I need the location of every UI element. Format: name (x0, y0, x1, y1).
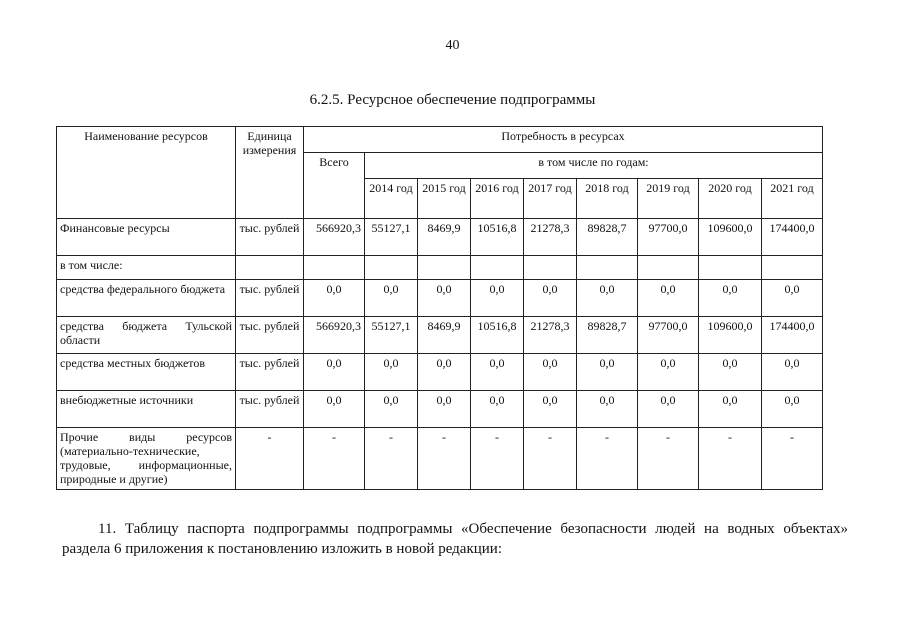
row-value: 0,0 (418, 391, 471, 428)
row-value: 0,0 (699, 391, 762, 428)
row-value: 0,0 (471, 354, 524, 391)
row-value-total: 0,0 (304, 354, 365, 391)
row-value-total: - (304, 428, 365, 490)
row-value: - (524, 428, 577, 490)
row-value-total: 0,0 (304, 280, 365, 317)
row-value: 0,0 (524, 354, 577, 391)
row-value (699, 256, 762, 280)
row-name: средства местных бюджетов (57, 354, 236, 391)
page-number: 40 (445, 38, 460, 53)
row-value: 0,0 (418, 280, 471, 317)
table-row (57, 317, 823, 354)
row-value: 97700,0 (638, 317, 699, 354)
row-value: 0,0 (524, 391, 577, 428)
row-unit: тыс. рублей (236, 354, 304, 391)
row-value: 0,0 (638, 280, 699, 317)
row-value-total (304, 256, 365, 280)
row-name: в том числе: (57, 256, 236, 280)
row-value: 89828,7 (577, 317, 638, 354)
row-value: 0,0 (418, 354, 471, 391)
resources-table (56, 126, 823, 490)
row-value: 55127,1 (365, 317, 418, 354)
header-unit: Единица измерения (236, 127, 304, 219)
table-row (57, 219, 823, 256)
row-value-total: 0,0 (304, 391, 365, 428)
header-year: 2014 год (365, 179, 418, 219)
row-value: - (762, 428, 823, 490)
table-row (57, 428, 823, 490)
row-value (762, 256, 823, 280)
table-row (57, 280, 823, 317)
header-year: 2021 год (762, 179, 823, 219)
row-value: 97700,0 (638, 219, 699, 256)
row-value: 0,0 (365, 280, 418, 317)
section-title: 6.2.5. Ресурсное обеспечение подпрограммы (309, 92, 596, 108)
row-value: - (471, 428, 524, 490)
row-value: 0,0 (365, 354, 418, 391)
row-value: 174400,0 (762, 219, 823, 256)
row-value (577, 256, 638, 280)
row-value: 0,0 (471, 391, 524, 428)
header-resources: Наименование ресурсов (57, 127, 236, 219)
header-total: Всего (304, 153, 365, 219)
row-value: 0,0 (365, 391, 418, 428)
row-name: Прочие виды ресурсов (материально-технические, трудовые, информационные, природные и другие) (57, 428, 236, 490)
table-row (57, 354, 823, 391)
row-unit (236, 256, 304, 280)
row-value: 174400,0 (762, 317, 823, 354)
row-value: 8469,9 (418, 317, 471, 354)
row-value: 10516,8 (471, 219, 524, 256)
row-value (418, 256, 471, 280)
row-name: средства бюджета Тульской области (57, 317, 236, 354)
row-value: 0,0 (699, 280, 762, 317)
row-value: 0,0 (638, 391, 699, 428)
header-year: 2015 год (418, 179, 471, 219)
header-year: 2020 год (699, 179, 762, 219)
row-value (524, 256, 577, 280)
row-value: 0,0 (577, 391, 638, 428)
body-paragraph: 11. Таблицу паспорта подпрограммы подпрограммы «Обеспечение безопасности людей на водных объектах» раздела 6 приложения к постановлению изложить в новой редакции: (62, 521, 848, 557)
row-value: 109600,0 (699, 317, 762, 354)
row-unit: тыс. рублей (236, 317, 304, 354)
header-year: 2018 год (577, 179, 638, 219)
row-value-total: 566920,3 (304, 317, 365, 354)
row-value: 0,0 (699, 354, 762, 391)
row-value: 0,0 (524, 280, 577, 317)
row-value: 0,0 (762, 280, 823, 317)
row-value: 8469,9 (418, 219, 471, 256)
row-name: внебюджетные источники (57, 391, 236, 428)
header-need: Потребность в ресурсах (304, 127, 823, 153)
row-unit: тыс. рублей (236, 391, 304, 428)
header-year: 2019 год (638, 179, 699, 219)
row-value: 0,0 (577, 280, 638, 317)
row-value (365, 256, 418, 280)
header-year: 2016 год (471, 179, 524, 219)
header-by-years: в том числе по годам: (365, 153, 823, 179)
row-value (471, 256, 524, 280)
row-value: - (699, 428, 762, 490)
row-value: 0,0 (471, 280, 524, 317)
row-value: - (418, 428, 471, 490)
row-value (638, 256, 699, 280)
row-value: 55127,1 (365, 219, 418, 256)
row-name: Финансовые ресурсы (57, 219, 236, 256)
row-value: 0,0 (577, 354, 638, 391)
row-value: - (577, 428, 638, 490)
row-value: 0,0 (762, 354, 823, 391)
row-value: - (365, 428, 418, 490)
row-unit: тыс. рублей (236, 219, 304, 256)
table-row (57, 391, 823, 428)
table-row (57, 256, 823, 280)
header-year: 2017 год (524, 179, 577, 219)
row-unit: тыс. рублей (236, 280, 304, 317)
row-value: 21278,3 (524, 317, 577, 354)
row-value-total: 566920,3 (304, 219, 365, 256)
row-unit: - (236, 428, 304, 490)
row-value: 0,0 (638, 354, 699, 391)
row-value: 109600,0 (699, 219, 762, 256)
row-value: 89828,7 (577, 219, 638, 256)
row-value: - (638, 428, 699, 490)
row-value: 21278,3 (524, 219, 577, 256)
row-value: 0,0 (762, 391, 823, 428)
row-value: 10516,8 (471, 317, 524, 354)
row-name: средства федерального бюджета (57, 280, 236, 317)
